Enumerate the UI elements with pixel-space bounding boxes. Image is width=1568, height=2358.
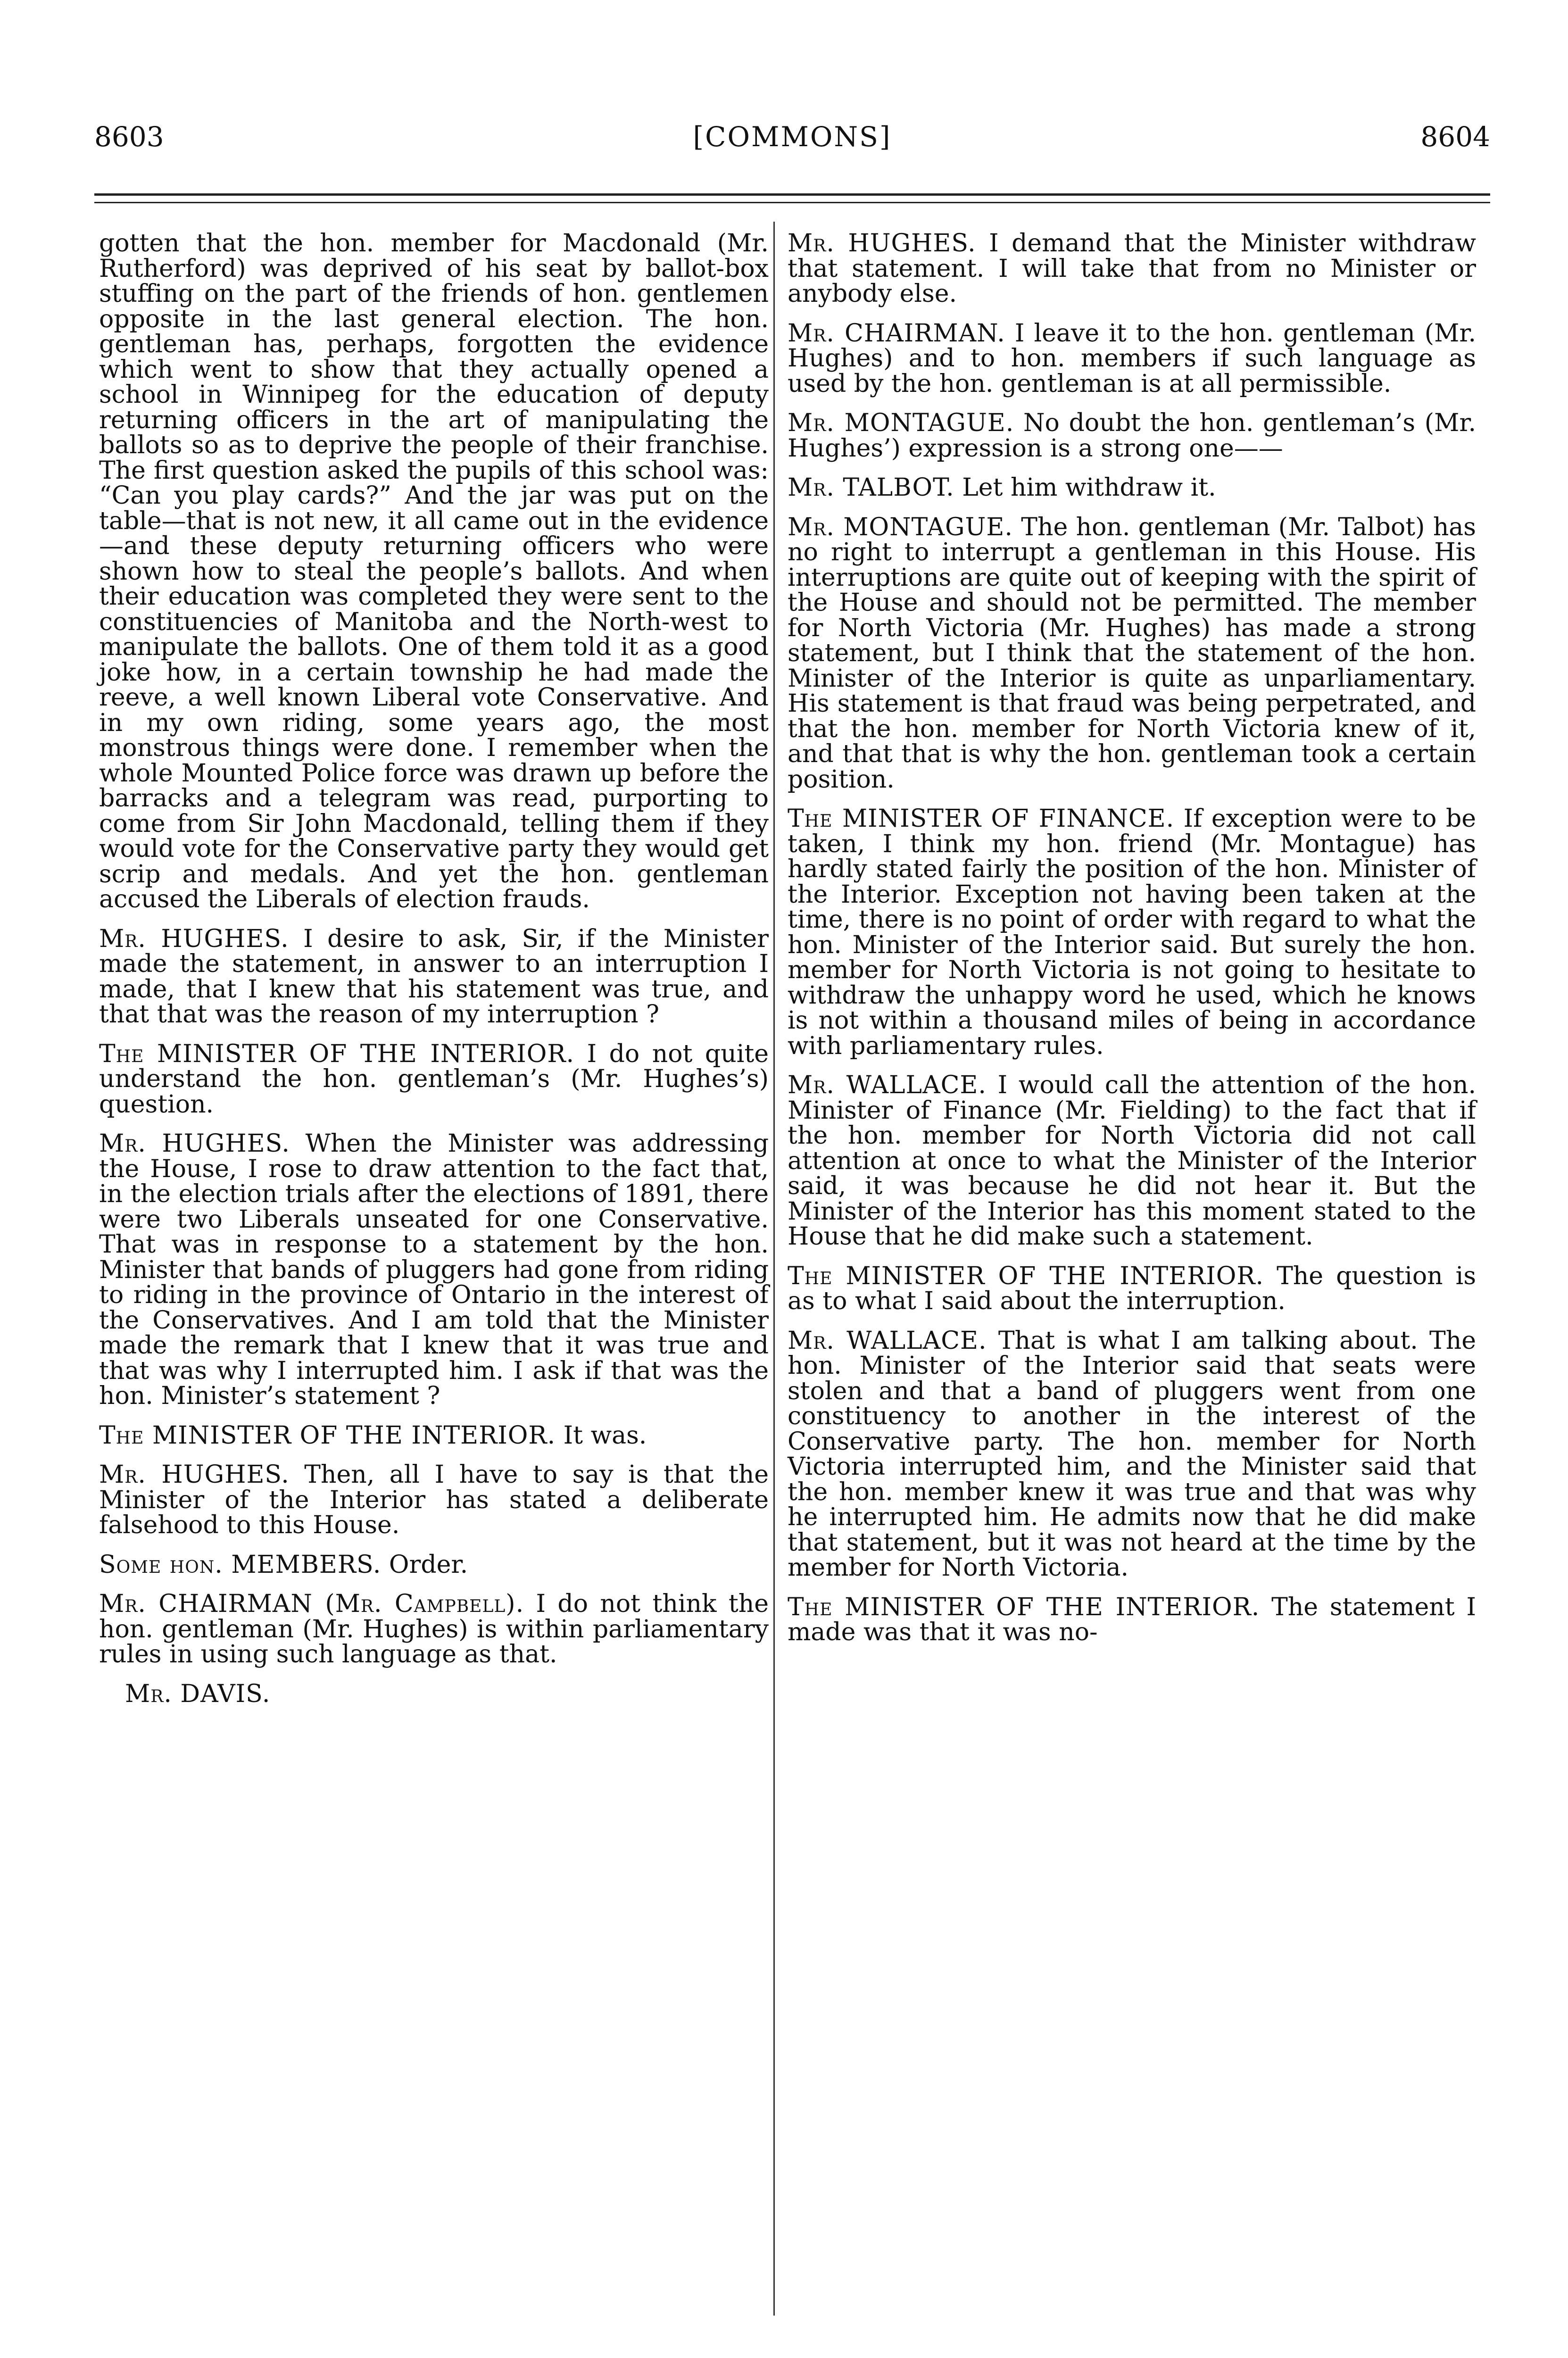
paragraph (788, 411, 1476, 461)
paragraph (99, 1039, 769, 1119)
speaker-name: The MINISTER OF FINANCE. (788, 805, 1175, 833)
paragraph (788, 475, 1476, 501)
paragraph (99, 1592, 769, 1668)
paragraph-text: Order. (389, 1550, 468, 1579)
paragraph-text: The question is as to what I said about the interruption. (788, 1262, 1476, 1315)
speaker-name: The MINISTER OF THE INTERIOR. (788, 1262, 1264, 1290)
paragraph-text: The statement I made was that it was no- (788, 1593, 1476, 1646)
header-rule (94, 193, 1490, 196)
paragraph (788, 1073, 1476, 1250)
paragraph-text: I do not quite understand the hon. gentleman’s (Mr. Hughes’s) question. (99, 1039, 769, 1119)
speaker-name: Mr. HUGHES. (99, 924, 289, 953)
header-rule-thin (94, 202, 1490, 203)
speaker-name: Mr. HUGHES. (788, 229, 976, 257)
paragraph (99, 1131, 769, 1409)
paragraph (99, 1462, 769, 1538)
paragraph (788, 231, 1476, 307)
speaker-name: Mr. CHAIRMAN (Mr. Campbell). (99, 1590, 524, 1618)
speaker-name: The MINISTER OF THE INTERIOR. (788, 1593, 1260, 1621)
paragraph (99, 1679, 769, 1708)
paragraph (788, 1328, 1476, 1581)
paragraph (788, 321, 1476, 397)
column-divider (773, 222, 775, 2316)
paragraph-text: If exception were to be taken, I think my hon. friend (Mr. Montague) has hardly stated fairly the position of the hon. Minister of the Interior. Exception not having been taken at the time, there is no point of order with regard to what the hon. Minister of the Interior said. But surely the hon. member for North Victoria is not going to hesitate to withdraw the unhappy word he used, which he knows is not within a thousand miles of being in accordance with parliamentary rules. (788, 805, 1477, 1060)
paragraph (788, 515, 1476, 793)
left-page-number: 8603 (94, 121, 164, 153)
speaker-name: Mr. CHAIRMAN. (788, 319, 1005, 348)
paragraph-text: I desire to ask, Sir, if the Minister made the statement, in answer to an interruption I made, that I knew that his statement was true, and that that was the reason of my interruption ? (99, 924, 769, 1029)
paragraph-text: Let him withdraw it. (962, 473, 1216, 502)
speaker-name: Mr. HUGHES. (99, 1461, 290, 1489)
paragraph-text: That is what I am talking about. The hon. Minister of the Interior said that seats were stolen and that a band of pluggers went from one constituency to another in the interest of the Conservative party. The hon. member for North Victoria interrupted him, and the Minister said that the hon. member knew it was true and that was why he interrupted him. He admits now that he did make that statement, but it was not heard at the time by the member for North Victoria. (788, 1326, 1477, 1582)
speaker-name: The MINISTER OF THE INTERIOR. (99, 1039, 575, 1068)
page-title: [COMMONS] (693, 121, 892, 153)
speaker-name: Some hon. MEMBERS. (99, 1550, 382, 1579)
paragraph-text: It was. (563, 1421, 647, 1450)
paragraph (99, 1550, 769, 1579)
paragraph-text: The hon. gentleman (Mr. Talbot) has no right to interrupt a gentleman in this House. His interruptions are quite out of keeping with the spirit of the House and should not be permitted. The member for North Victoria (Mr. Hughes) has made a strong statement, but I think that the statement of the hon. Minister of the Interior is quite as unparliamentary. His statement is that fraud was being perpetrated, and that the hon. member for North Victoria knew of it, and that that is why the hon. gentleman took a certain position. (788, 513, 1476, 794)
paragraph (788, 806, 1476, 1059)
speaker-name: Mr. WALLACE. (788, 1326, 987, 1355)
speaker-name: Mr. MONTAGUE. (788, 513, 1013, 541)
speaker-name: Mr. DAVIS. (125, 1679, 271, 1708)
paragraph (99, 231, 769, 913)
speaker-name: Mr. MONTAGUE. (788, 409, 1014, 437)
paragraph-text: I demand that the Minister withdraw that statement. I will take that from no Minister or anybody else. (788, 229, 1476, 308)
right-column (788, 231, 1476, 1645)
paragraph-text: I leave it to the hon. gentleman (Mr. Hughes) and to hon. members if such language as used by the hon. gentleman is at all permissible. (788, 319, 1476, 398)
speaker-name: Mr. TALBOT. (788, 473, 954, 502)
paragraph (788, 1264, 1476, 1314)
left-column (99, 231, 769, 1707)
paragraph-text: gotten that the hon. member for Macdonald (Mr. Rutherford) was deprived of his seat by ballot-box stuffing on the part of the friends of hon. gentlemen opposite in the last general election. The hon. gentleman has, perhaps, forgotten the evidence which went to show that they actually opened a school in Winnipeg for the education of deputy returning officers in the art of manipulating the ballots so as to deprive the people of their franchise. The first question asked the pupils of this school was: “Can you play cards?” And the jar was put on the table—that is not new, it all came out in the evidence—and these deputy returning officers who were shown how to steal the people’s ballots. And when their education was completed they were sent to the constituencies of Manitoba and the North-west to manipulate the ballots. One of them told it as a good joke how, in a certain township he had made the reeve, a well known Liberal vote Conservative. And in my own riding, some years ago, the most monstrous things were done. I remember when the whole Mounted Police force was drawn up before the barracks and a telegram was read, purporting to come from Sir John Macdonald, telling them if they would vote for the Conservative party they would get scrip and medals. And yet the hon. gentleman accused the Liberals of election frauds. (99, 229, 769, 913)
paragraph-text: Then, all I have to say is that the Minister of the Interior has stated a deliberate falsehood to this House. (99, 1461, 769, 1539)
page-header (94, 118, 1490, 156)
paragraph-text: I do not think the hon. gentleman (Mr. Hughes) is within parliamentary rules in using such language as that. (99, 1590, 769, 1669)
paragraph (99, 924, 769, 1029)
paragraph-text: No doubt the hon. gentleman’s (Mr. Hughes’) expression is a strong one—— (788, 409, 1476, 463)
speaker-name: The MINISTER OF THE INTERIOR. (99, 1421, 556, 1450)
paragraph-text: When the Minister was addressing the House, I rose to draw attention to the fact that, in the election trials after the elections of 1891, there were two Liberals unseated for one Conservative. That was in response to a statement by the hon. Minister that bands of pluggers had gone from riding to riding in the province of Ontario in the interest of the Conservatives. And I am told that the Minister made the remark that I knew that it was true and that was why I interrupted him. I ask if that was the hon. Minister’s statement ? (99, 1129, 769, 1410)
paragraph (99, 1423, 769, 1449)
right-page-number: 8604 (1420, 121, 1490, 153)
paragraph (788, 1595, 1476, 1645)
speaker-name: Mr. HUGHES. (99, 1129, 290, 1158)
paragraph-text: I would call the attention of the hon. Minister of Finance (Mr. Fielding) to the fact that if the hon. member for North Victoria did not call attention at once to what the Minister of the Interior said, it was because he did not hear it. But the Minister of the Interior has this moment stated to the House that he did make such a statement. (788, 1071, 1476, 1251)
speaker-name: Mr. WALLACE. (788, 1071, 987, 1099)
